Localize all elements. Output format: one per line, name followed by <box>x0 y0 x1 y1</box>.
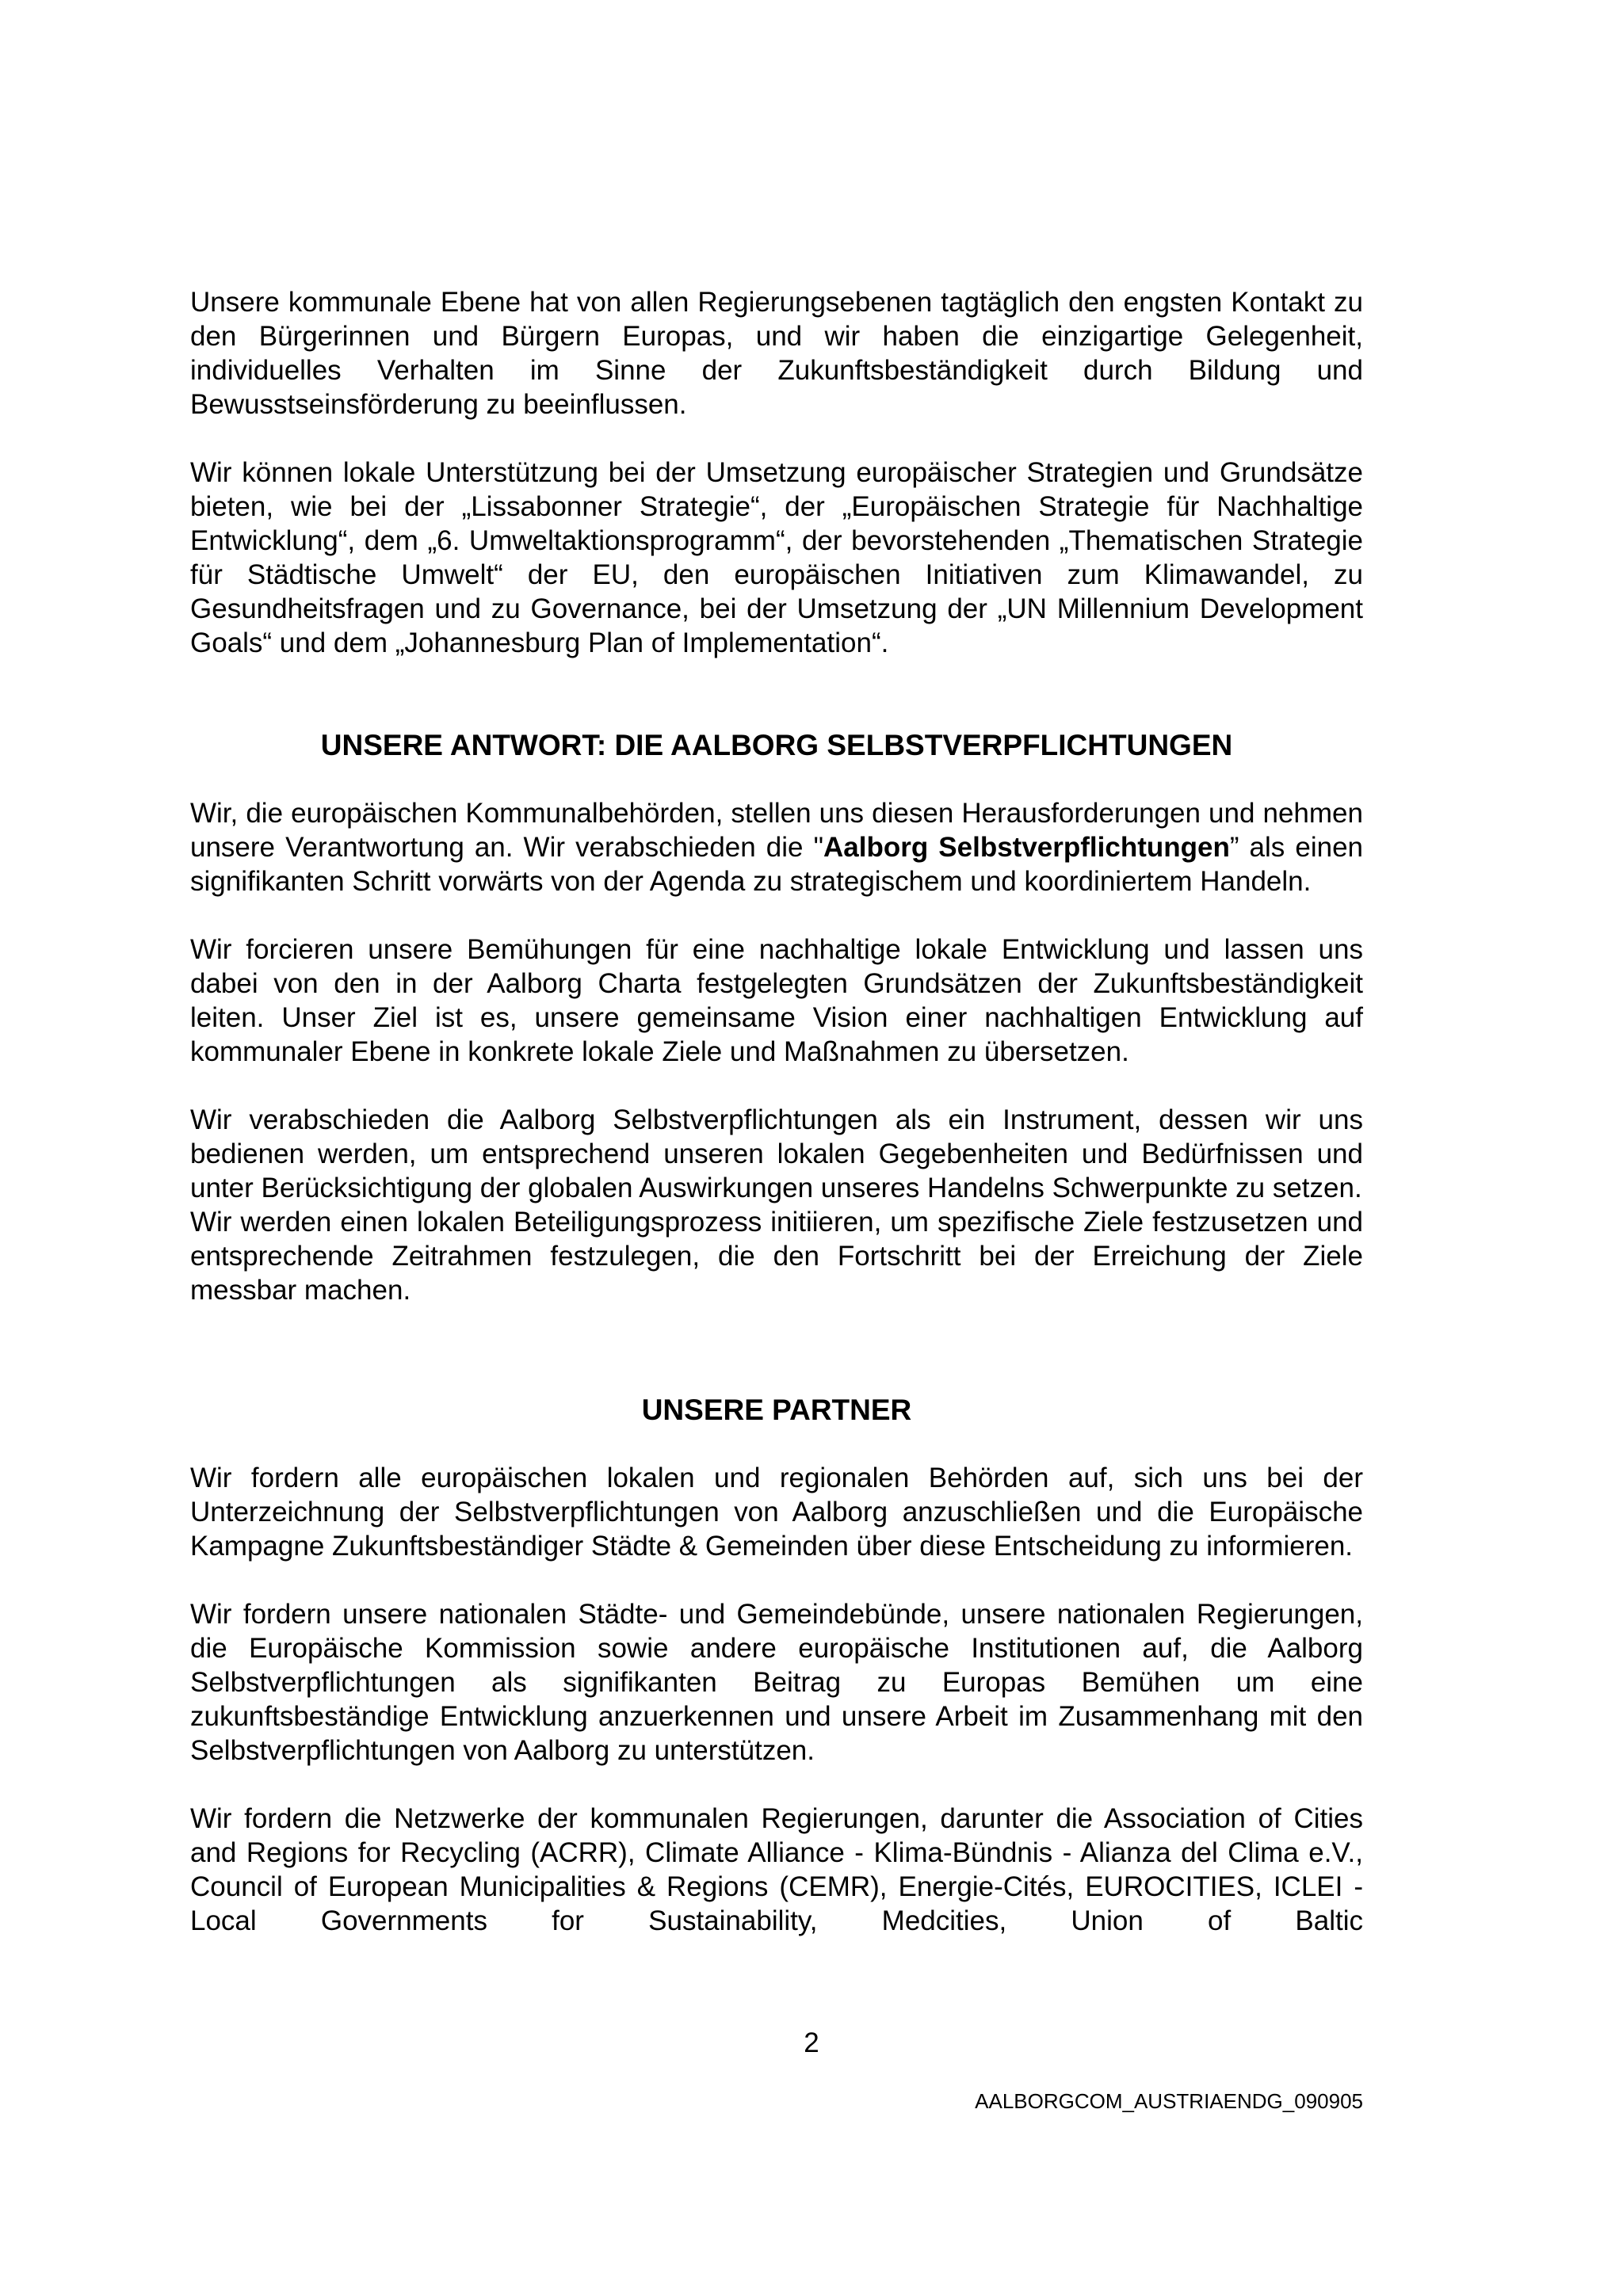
paragraph-partners-3: Wir fordern die Netzwerke der kommunalen Regierungen, darunter die Association of Cities and Regions for Recycling (ACRR), Climate Alliance - Klima-Bündnis - Alianza del Clima e.V., Council of European Municipalities & Regions (CEMR), Energie-Cités, EUROCITIES, ICLEI - Local Governments for Sustainability, Medcities, Union of Baltic <box>190 1803 1363 1936</box>
document-code: AALBORGCOM_AUSTRIAENDG_090905 <box>975 2089 1363 2113</box>
paragraph-partners-1: Wir fordern alle europäischen lokalen und regionalen Behörden auf, sich uns bei der Unterzeichnung der Selbstverpflichtungen von Aalborg anzuschließen und die Europäische Kampagne Zukunftsbeständiger Städte & Gemeinden über diese Entscheidung zu informieren. <box>190 1463 1363 1562</box>
paragraph-partners-2: Wir fordern unsere nationalen Städte- und Gemeindebünde, unsere nationalen Regierungen, die Europäische Kommission sowie andere europäische Institutionen auf, die Aalborg Selbstverpflichtungen als signifikanten Beitrag zu Europas Bemühen um eine zukunftsbeständige Entwicklung anzuerkennen und unsere Arbeit im Zusammenhang mit den Selbstverpflichtungen von Aalborg zu unterstützen. <box>190 1599 1363 1766</box>
paragraph-answer-3: Wir verabschieden die Aalborg Selbstverpflichtungen als ein Instrument, dessen wir uns bedienen werden, um entsprechend unseren lokalen Gegebenheiten und Bedürfnissen und unter Berücksichtigung der globalen Auswirkungen unseres Handelns Schwerpunkte zu setzen. <box>190 1104 1363 1203</box>
paragraph-answer-1 <box>190 796 1363 898</box>
paragraph-answer-2: Wir forcieren unsere Bemühungen für eine nachhaltige lokale Entwicklung und lassen uns dabei von den in der Aalborg Charta festgelegten Grundsätzen der Zukunftsbeständigkeit leiten. Unser Ziel ist es, unsere gemeinsame Vision einer nachhaltigen Entwicklung auf kommunaler Ebene in konkrete lokale Ziele und Maßnahmen zu übersetzen. <box>190 934 1363 1067</box>
paragraph-intro-1: Unsere kommunale Ebene hat von allen Regierungsebenen tagtäglich den engsten Kontakt zu den Bürgerinnen und Bürgern Europas, und wir haben die einzigartige Gelegenheit, individuelles Verhalten im Sinne der Zukunftsbeständigkeit durch Bildung und Bewusstseinsförderung zu beeinflussen. <box>190 287 1363 420</box>
section-heading-partners: UNSERE PARTNER <box>641 1394 912 1426</box>
paragraph-answer-4: Wir werden einen lokalen Beteiligungsprozess initiieren, um spezifische Ziele festzusetzen und entsprechende Zeitrahmen festzulegen, die den Fortschritt bei der Erreichung der Ziele messbar machen. <box>190 1207 1363 1306</box>
page-number: 2 <box>804 2027 819 2058</box>
paragraph-intro-2: Wir können lokale Unterstützung bei der Umsetzung europäischer Strategien und Grundsätze bieten, wie bei der „Lissabonner Strategie“, der „Europäischen Strategie für Nachhaltige Entwicklung“, dem „6. Umweltaktionsprogramm“, der bevorstehenden „Thematischen Strategie für Städtische Umwelt“ der EU, den europäischen Initiativen zum Klimawandel, zu Gesundheitsfragen und zu Governance, bei der Umsetzung der „UN Millennium Development Goals“ und dem „Johannesburg Plan of Implementation“. <box>190 457 1363 658</box>
page-body <box>190 285 1363 1938</box>
answer-1-text-before: Wir, die europäischen Kommunalbehörden, stellen uns diesen Herausforderungen und nehmen unsere Verantwortung an. Wir verabschieden die " <box>190 798 1363 863</box>
answer-1-bold-title: Aalborg Selbstverpflichtungen <box>823 832 1230 863</box>
answer-1-text-after: ” als einen signifikanten Schritt vorwärts von der Agenda zu strategischem und koordiniertem Handeln. <box>190 832 1363 897</box>
section-heading-answer: UNSERE ANTWORT: DIE AALBORG SELBSTVERPFLICHTUNGEN <box>320 729 1233 761</box>
